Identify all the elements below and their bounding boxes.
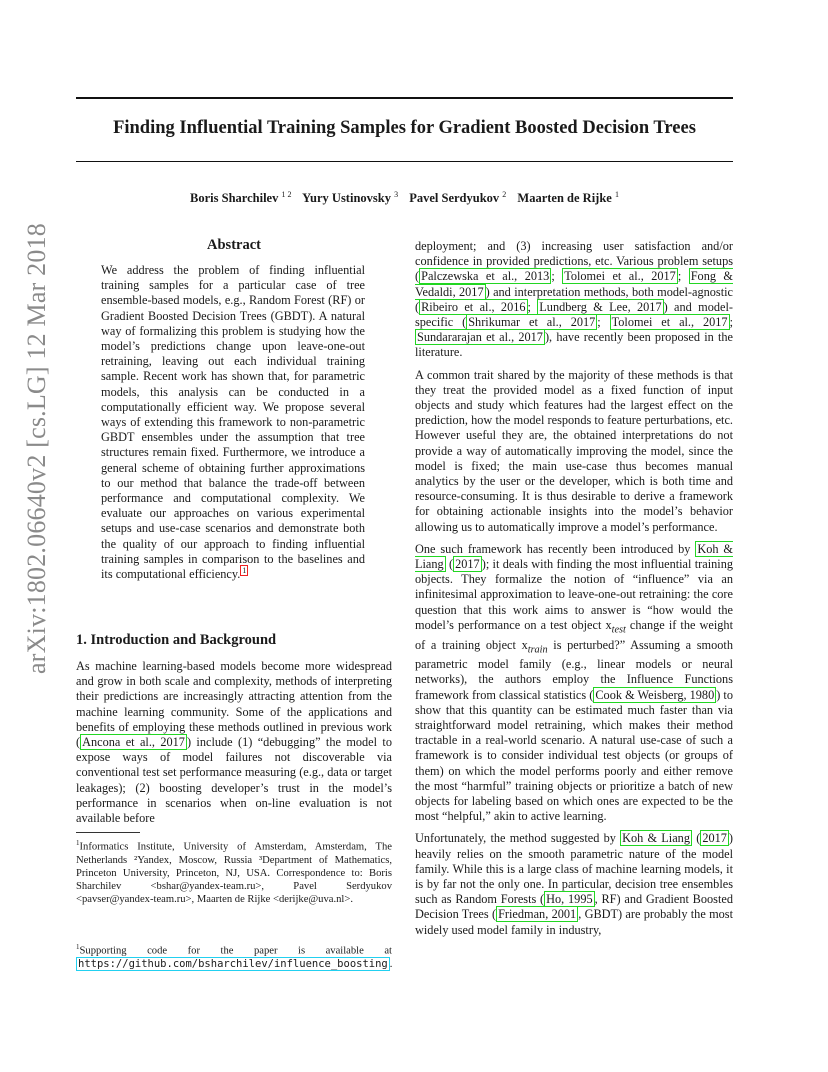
paragraph-text: heavily relies on the smooth parametric nature of the model family. While this is a large class of machine learning models, it is by far not the only one. In particular, decision tree ensembles such as Random Forests ( bbox=[415, 846, 733, 907]
author-name: Yury Ustinovsky bbox=[302, 191, 391, 206]
author-affiliation: 2 bbox=[502, 190, 507, 199]
footnote-rule bbox=[76, 832, 140, 833]
citation-link[interactable]: 2017 bbox=[455, 557, 480, 572]
paragraph-text: ) include (1) “debugging” the model to expose ways of model failures not discoverable via conventional test set performance measuring (e.g., data or target leakages); (2) boosting developer’s trust in the model’s performance in scenarios when on-line evaluation is not available before bbox=[76, 735, 392, 826]
title-bottom-rule bbox=[76, 161, 733, 162]
paragraph-text: Unfortunately, the method suggested by bbox=[415, 831, 621, 846]
abstract-text: We address the problem of finding influential training samples for a particular case of tree ensemble-based models, e.g., Random Forest (RF) or Gradient Boosted Decision Trees (GBDT). A natural way of formalizing this problem is studying how the model’s predictions change upon leave-one-out retraining, leaving out each individual training sample. Recent work has shown that, for parametric models, this analysis can be conducted in a computationally efficient way. We propose several ways of extending this framework to non-parametric GBDT ensembles under the assumption that tree structures remain fixed. Furthermore, we introduce a general scheme of obtaining further approximations to our method that balance the trade-off between performance and computational complexity. We evaluate our approaches on various experimental setups and use-case scenarios and demonstrate both the quality of our approach to finding influential training samples in comparison to the baselines and its computational efficiency. bbox=[101, 263, 365, 582]
citation-link[interactable]: Shrikumar et al., 2017 bbox=[468, 315, 596, 330]
right-column bbox=[415, 239, 733, 945]
paragraph: One such framework has recently been introduced by Koh & Liang ( 2017 ); it deals with finding the most influential training objects. They formalize the notion of “influence” via an infinitesimal approximation to leave-one-out retraining: the core question that this work aims to answer is “how would the model’s performance on a test object $x_{test}$ change if the weight of a training object $x_{train}$ is perturbed?” Assuming a smooth parametric model family (e.g., linear models or neural networks), the authors employ the Influence Functions framework from classical statistics ( Cook & Weisberg, 1980 ) to show that this quantity can be estimated much faster than via straightforward model retraining, which makes their method tractable in a real-world scenario. A natural use-case of such a framework is to consider individual test objects (or groups of them) on which the model performs poorly and either remove the most “harmful” training objects or prioritize a batch of new objects for labeling based on which ones are expected to be the most “helpful,” akin to active learning. bbox=[415, 541, 734, 824]
paragraph-text: , GBDT) are probably the most widely used model family in industry, bbox=[415, 907, 734, 937]
paragraph-text: ; it deals with finding the most influential training objects. They formalize the notion of “influence” via an infinitesimal approximation to leave-one-out retraining: the core question that this work aims to answer is “how would the model’s performance on a test object x bbox=[415, 557, 734, 632]
math-subscript: test bbox=[611, 624, 626, 636]
paper-title: Finding Influential Training Samples for Gradient Boosted Decision Trees bbox=[113, 118, 696, 138]
author-affiliation: 1 2 bbox=[281, 190, 292, 199]
paragraph-text: A common trait shared by the majority of these methods is that they treat the provided model as a fixed function of input objects and study which features had the largest effect on the prediction, how the model responds to feature perturbations, etc. However useful they are, the obtained interpretations do not provide a way of automatically improving the model, since the model is fixed; the main use-case thus becomes manual analytics by the user or the developer, which is both time and resource-consuming. It is thus desirable to derive a framework for obtaining actionable insights into the model’s behavior allowing us to automatically improve a model’s performance. bbox=[415, 367, 733, 534]
affiliations-footnote bbox=[76, 837, 392, 906]
citation-link[interactable]: Koh & Liang bbox=[622, 831, 690, 846]
section-heading: 1. Introduction and Background bbox=[76, 632, 277, 648]
citation-link[interactable]: Cook & Weisberg, 1980 bbox=[595, 687, 715, 702]
footnote-text: Supporting code for the paper is available at bbox=[79, 945, 392, 957]
citation-link[interactable]: Ancona et al., 2017 bbox=[82, 735, 185, 750]
abstract-body bbox=[101, 263, 365, 582]
author-name: Pavel Serdyukov bbox=[409, 191, 500, 206]
footnote-mark: 1 bbox=[76, 943, 80, 951]
paragraph-text: ) and interpretation methods, both model-agnostic ( bbox=[415, 284, 733, 314]
author-affiliation: 3 bbox=[394, 190, 399, 199]
citation-link[interactable]: Tolomei et al., 2017 bbox=[564, 269, 676, 284]
citation-link[interactable]: Lundberg & Lee, 2017 bbox=[539, 299, 662, 314]
paragraph-text: One such framework has recently been introduced by bbox=[415, 541, 696, 556]
paragraph: Unfortunately, the method suggested by Koh & Liang ( 2017 ) heavily relies on the smooth parametric nature of the model family. While this is a large class of machine learning models, it is by far not the only one. In particular, decision tree ensembles such as Random Forests ( Ho, 1995 , RF) and Gradient Boosted Decision Trees ( Friedman, 2001 , GBDT) are probably the most widely used model family in industry, bbox=[415, 831, 734, 937]
paragraph: deployment; and (3) increasing user satisfaction and/or confidence in provided predictions, etc. Various problem setups ( Palczewska et al., 2013 ; Tolomei et al., 2017 ; Fong & Vedaldi, 2017 ) and interpretation methods, both model-agnostic ( Ribeiro et al., 2016 ; Lundberg & Lee, 2017 ) and model-specific ( Shrikumar et al., 2017 ; Tolomei et al., 2017 ; Sundararajan et al., 2017 ), have recently been proposed in the literature. bbox=[415, 239, 733, 360]
paragraph-text: ) to show that this quantity can be estimated much faster than via straightforward model retraining, which makes their method tractable in a real-world scenario. A natural use-case of such a framework is to consider individual test objects (or groups of them) on which the model performs poorly and either remove the most “harmful” training objects or prioritize a batch of new objects for labeling based on which ones are expected to be the most “helpful,” akin to active learning. bbox=[415, 687, 733, 824]
paragraph-text: change if the weight of a training object x bbox=[415, 617, 733, 652]
title-top-rule bbox=[76, 97, 733, 99]
code-url-link[interactable]: https://github.com/bsharchilev/influence_boosting bbox=[78, 957, 388, 970]
paragraph-text: ), have recently been proposed in the literature. bbox=[415, 330, 733, 360]
footnote-text: Informatics Institute, University of Amsterdam, Amsterdam, The Netherlands ²Yandex, Moscow, Russia ³Department of Mathematics, Princeton University, Princeton, NJ, USA. Correspondence to: Boris Sharchilev <bshar@yandex-team.ru>, Pavel Serdyukov <pavser@yandex-team.ru>, Maarten de Rijke <derijke@uva.nl>. bbox=[76, 841, 392, 905]
citation-link[interactable]: 2017 bbox=[702, 831, 727, 846]
paragraph-text: As machine learning-based models become more widespread and grow in both scale and complexity, methods of interpreting their predictions are increasingly attracting attention from the machine learning community. Some of the applications and benefits of employing these methods outlined in previous work ( bbox=[76, 659, 392, 750]
author-affiliation: 1 bbox=[614, 190, 619, 199]
citation-link[interactable]: Tolomei et al., 2017 bbox=[611, 315, 728, 330]
footnote-link[interactable]: 1 bbox=[242, 565, 247, 575]
citation-link[interactable]: Ribeiro et al., 2016 bbox=[421, 299, 526, 314]
author-list bbox=[76, 190, 733, 206]
paragraph-text: , RF) and Gradient Boosted Decision Trees ( bbox=[415, 892, 733, 922]
footnote-mark: 1 bbox=[76, 839, 80, 847]
math-subscript: train bbox=[527, 643, 548, 655]
intro-paragraph bbox=[76, 659, 392, 833]
abstract-heading: Abstract bbox=[207, 237, 261, 253]
citation-link[interactable]: Ho, 1995 bbox=[546, 892, 593, 907]
author-name: Boris Sharchilev bbox=[190, 191, 279, 206]
arxiv-identifier: arXiv:1802.06640v2 [cs.LG] 12 Mar 2018 bbox=[22, 223, 51, 674]
paragraph bbox=[415, 368, 733, 535]
citation-link[interactable]: Palczewska et al., 2013 bbox=[421, 269, 550, 284]
paragraph-text: ) and model-specific ( bbox=[415, 299, 733, 330]
citation-link[interactable]: Friedman, 2001 bbox=[498, 907, 577, 922]
paragraph-text: is perturbed?” Assuming a smooth parametric model family (e.g., linear models or neural networks), the authors employ the Influence Functions framework from classical statistics ( bbox=[415, 637, 733, 702]
paragraph-text: deployment; and (3) increasing user satisfaction and/or confidence in provided predictions, etc. Various problem setups ( bbox=[415, 239, 733, 284]
code-footnote: $^1$Supporting code for the paper is available at https://github.com/bsharchilev/influence_boosting . bbox=[76, 943, 393, 970]
citation-link[interactable]: Fong & Vedaldi, 2017 bbox=[415, 269, 733, 299]
citation-link[interactable]: Sundararajan et al., 2017 bbox=[417, 330, 543, 345]
citation-link[interactable]: Koh & Liang bbox=[415, 541, 733, 572]
author-name: Maarten de Rijke bbox=[517, 191, 612, 206]
